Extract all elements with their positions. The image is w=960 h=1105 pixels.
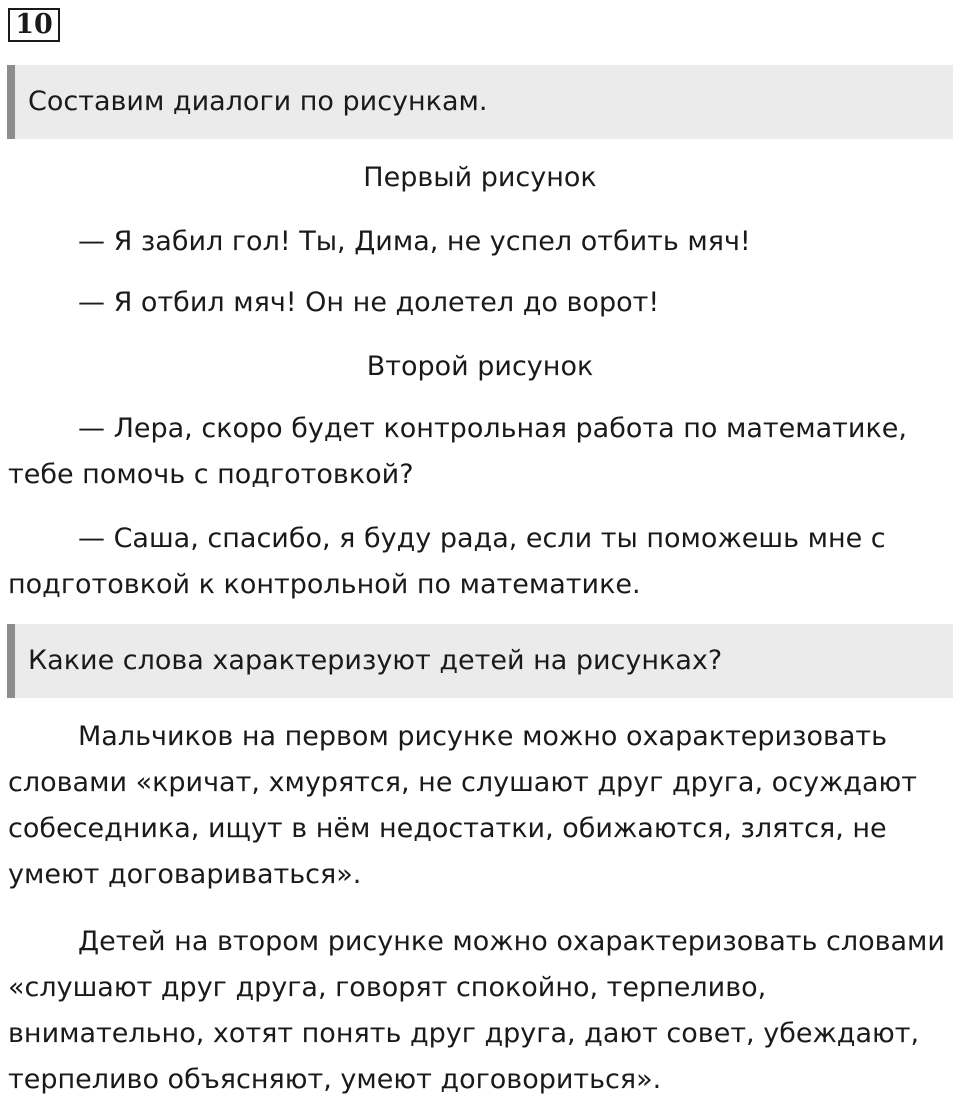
dialog1-line1: — Я забил гол! Ты, Дима, не успел отбить мяч! — [78, 226, 751, 257]
dialog2-line1: — Лера, скоро будет контрольная работа по математике, тебе помочь с подготовкой? — [8, 413, 907, 490]
answer-paragraph-1: Мальчиков на первом рисунке можно охарактеризовать словами «кричат, хмурятся, не слушают друг друга, осуждают собеседника, ищут в нём недостатки, обижаются, злятся, не умеют договариваться». — [8, 721, 917, 890]
answer-paragraph-2: Детей на втором рисунке можно охарактеризовать словами «слушают друг друга, говорят спокойно, терпеливо, внимательно, хотят понять друг друга, дают совет, убеждают, терпеливо объясняют, умеют договориться». — [8, 926, 945, 1095]
question-bar-2 — [7, 624, 953, 698]
question-text-2: Какие слова характеризуют детей на рисунках? — [28, 645, 723, 676]
dialog2-line2: — Саша, спасибо, я буду рада, если ты поможешь мне с подготовкой к контрольной по математике. — [8, 523, 886, 600]
question-text-1: Составим диалоги по рисункам. — [28, 86, 488, 117]
task-number-badge: 10 — [8, 8, 60, 42]
dialog2-heading: Второй рисунок — [366, 351, 594, 382]
question-bar-1 — [7, 65, 953, 139]
dialog1-heading: Первый рисунок — [363, 162, 597, 193]
dialog1-line2: — Я отбил мяч! Он не долетел до ворот! — [78, 287, 660, 318]
